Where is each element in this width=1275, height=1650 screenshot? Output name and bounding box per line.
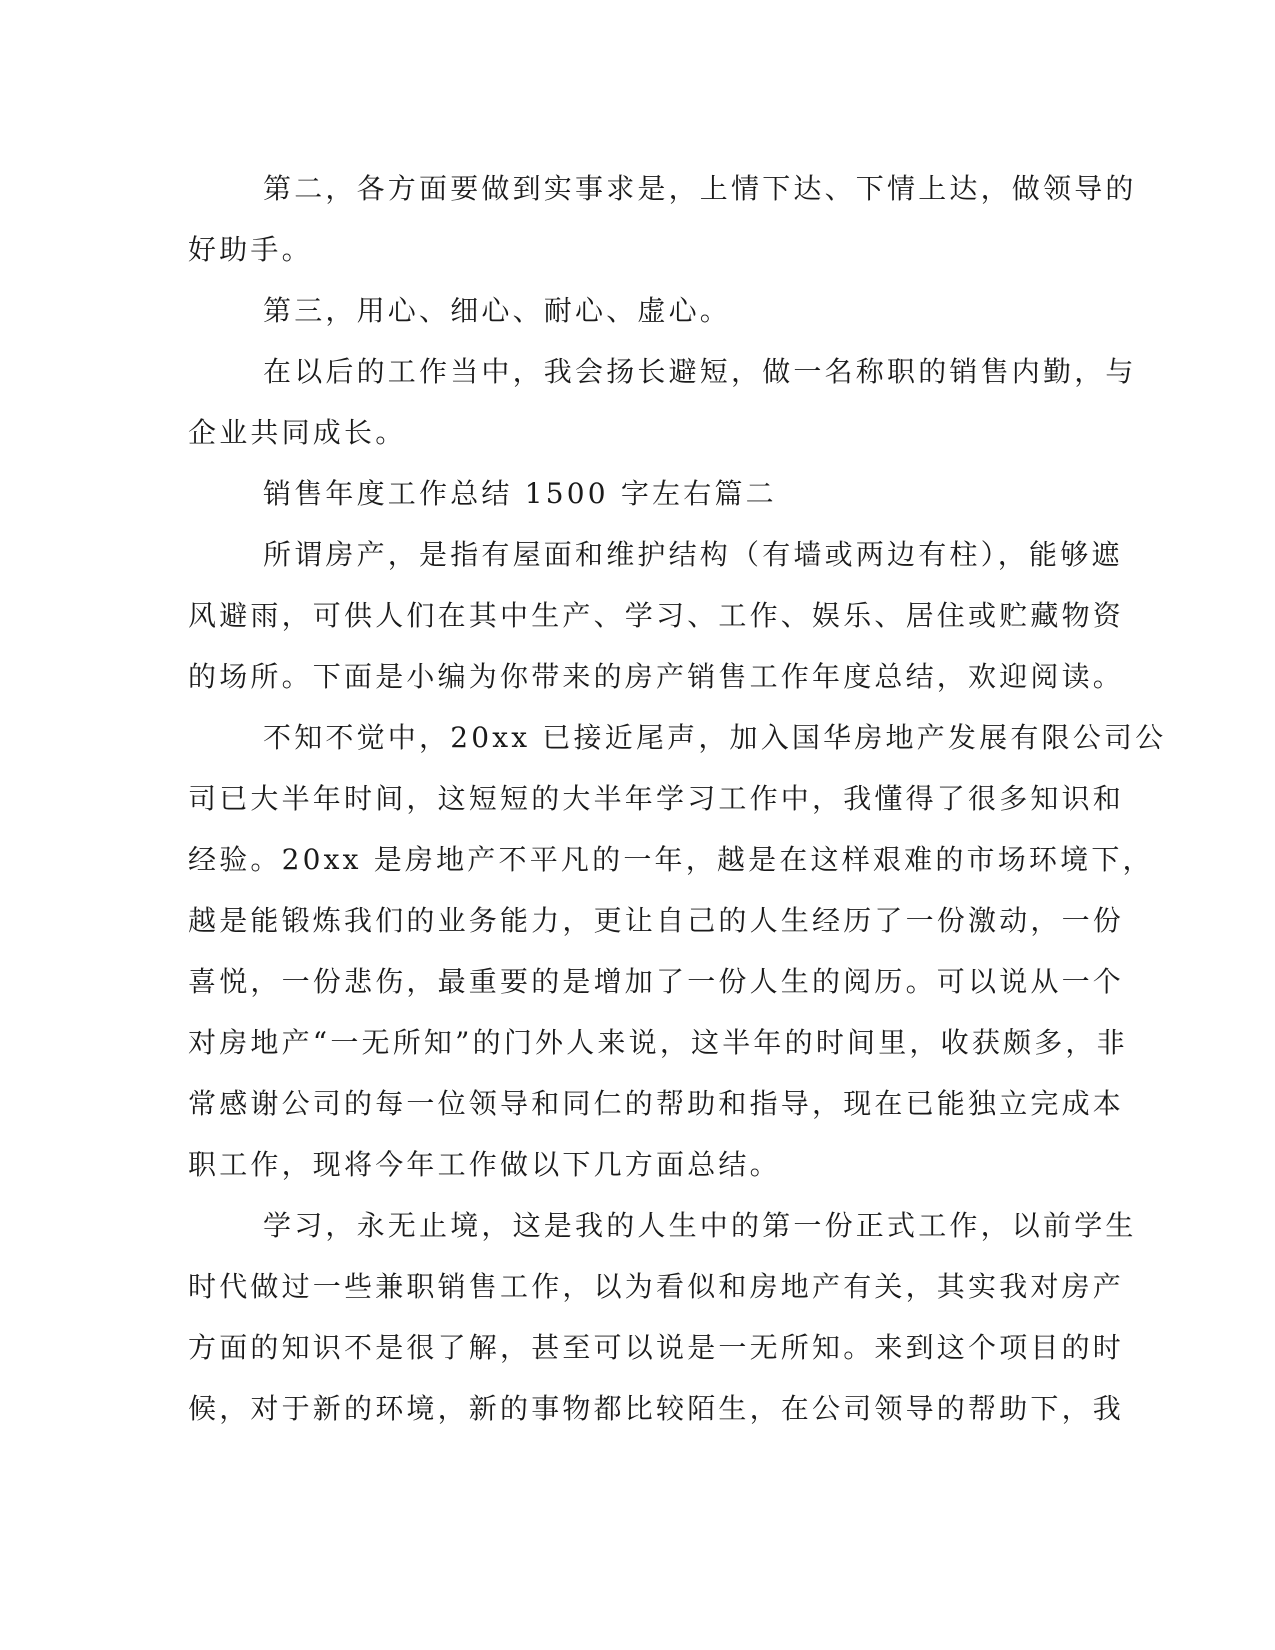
text-line: 喜悦，一份悲伤，最重要的是增加了一份人生的阅历。可以说从一个: [188, 965, 1125, 998]
text-line: 好助手。: [188, 233, 313, 266]
text-line: 越是能锻炼我们的业务能力，更让自己的人生经历了一份激动，一份: [188, 904, 1125, 937]
text-line: 职工作，现将今年工作做以下几方面总结。: [188, 1148, 781, 1181]
text-line: 第二，各方面要做到实事求是，上情下达、下情上达，做领导的: [263, 172, 1137, 205]
text-line: 常感谢公司的每一位领导和同仁的帮助和指导，现在已能独立完成本: [188, 1087, 1125, 1120]
section-heading: 销售年度工作总结 1500 字左右篇二: [263, 477, 777, 510]
text-line: 时代做过一些兼职销售工作，以为看似和房地产有关，其实我对房产: [188, 1270, 1125, 1303]
text-line: 候，对于新的环境，新的事物都比较陌生，在公司领导的帮助下，我: [188, 1392, 1125, 1425]
text-line: 风避雨，可供人们在其中生产、学习、工作、娱乐、居住或贮藏物资: [188, 599, 1125, 632]
text-line: 所谓房产，是指有屋面和维护结构（有墙或两边有柱），能够遮: [263, 538, 1123, 571]
text-line: 方面的知识不是很了解，甚至可以说是一无所知。来到这个项目的时: [188, 1331, 1125, 1364]
text-line: 司已大半年时间，这短短的大半年学习工作中，我懂得了很多知识和: [188, 782, 1125, 815]
text-line: 对房地产“一无所知”的门外人来说，这半年的时间里，收获颇多，非: [188, 1026, 1128, 1059]
text-line: 第三，用心、细心、耐心、虚心。: [263, 294, 732, 327]
text-line: 企业共同成长。: [188, 416, 407, 449]
text-line: 的场所。下面是小编为你带来的房产销售工作年度总结，欢迎阅读。: [188, 660, 1125, 693]
text-line: 经验。20xx 是房地产不平凡的一年，越是在这样艰难的市场环境下，: [188, 843, 1154, 876]
text-line: 在以后的工作当中，我会扬长避短，做一名称职的销售内勤，与: [263, 355, 1137, 388]
text-line: 不知不觉中，20xx 已接近尾声，加入国华房地产发展有限公司公: [263, 721, 1167, 754]
text-line: 学习，永无止境，这是我的人生中的第一份正式工作，以前学生: [263, 1209, 1137, 1242]
document-body: [188, 158, 1167, 1439]
